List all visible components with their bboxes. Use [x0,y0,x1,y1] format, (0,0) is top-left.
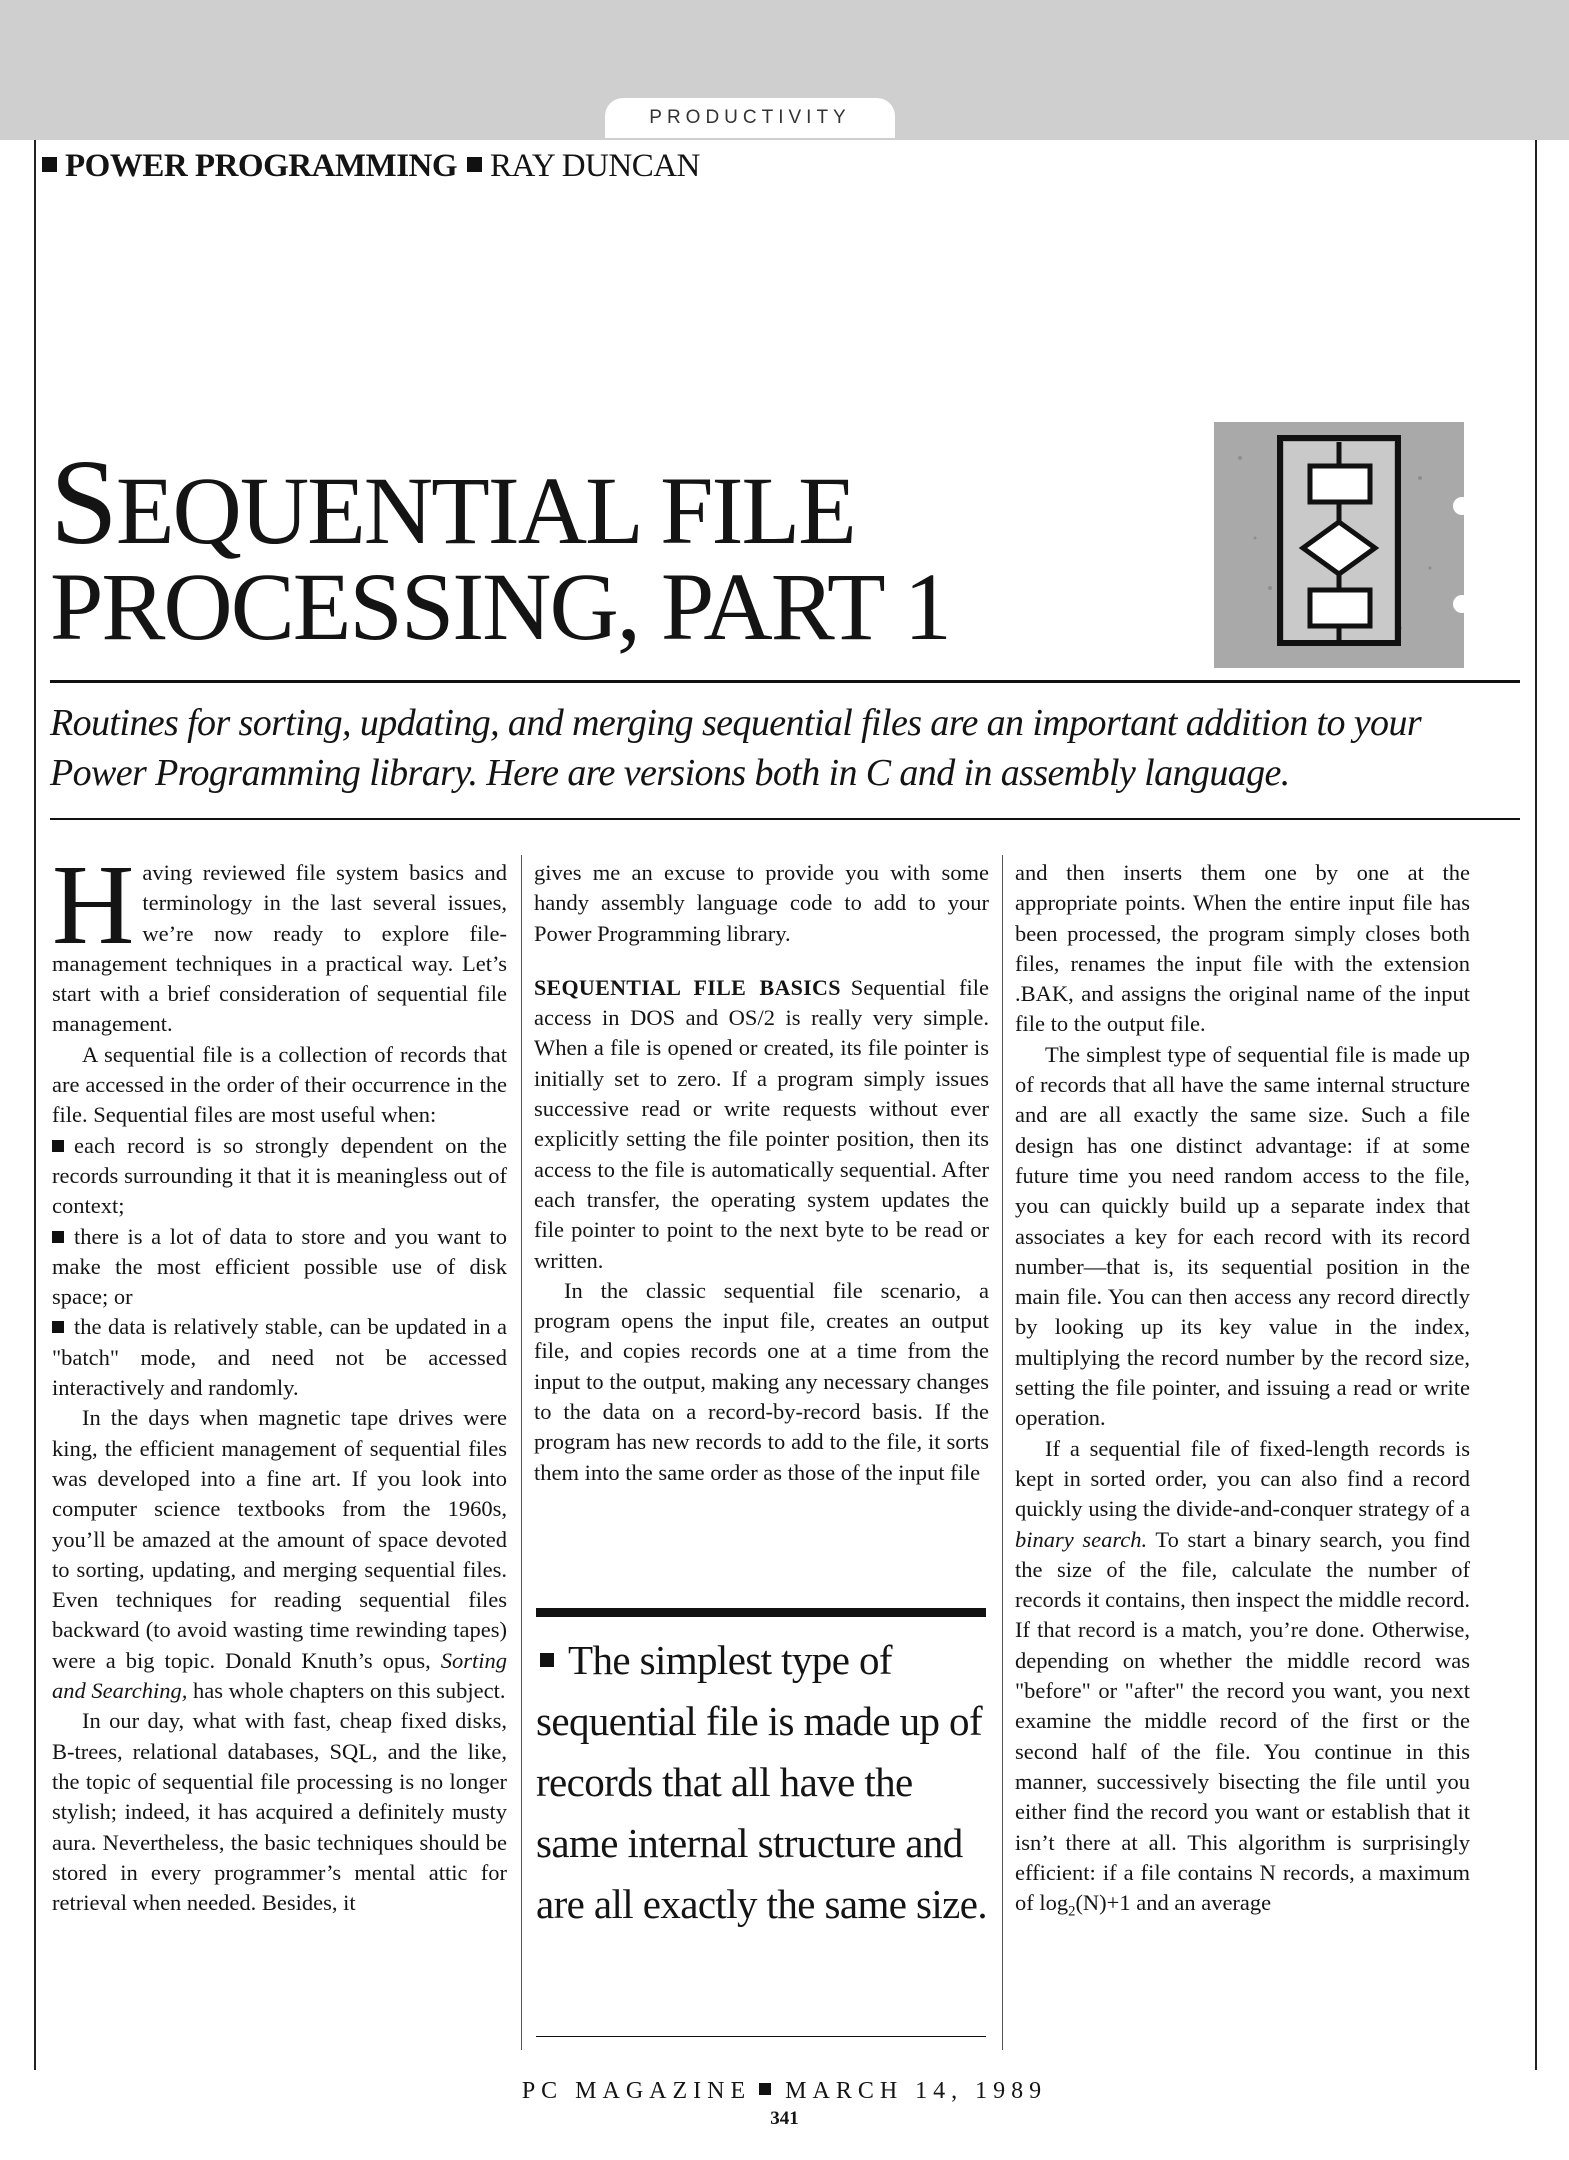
bullet-square-icon [759,2083,771,2095]
paragraph: SEQUENTIAL FILE BASICS Sequential file access in DOS and OS/2 is really very simple. When a file is opened or created, its file pointer is initially set to zero. If a program simply issues successive read or write requests without ever explicitly setting the file pointer position, then its access to the file is automatically sequential. After each transfer, the operating system updates the file pointer to point to the next byte to be read or written. [534,974,989,1273]
title-line-1: EQUENTIAL FILE [115,457,855,564]
page-footer [0,2078,1569,2105]
left-page-rule [34,140,36,2070]
paragraph-text: aving reviewed file system basics and terminology in the last several issues, we’re now ready to explore file-management techniques in a practical way. Let’s start with a brief consideration of sequential file management. [52,860,507,1037]
right-page-rule [1535,140,1537,2070]
body-column-3 [1015,858,1470,1918]
article-deck: Routines for sorting, updating, and merging sequential files are an important addition to your Power Programming library. Here are versions both in C and in assembly language. [50,702,1422,794]
bullet-list [52,1131,507,1404]
bullet-square-icon [467,157,482,172]
body-column-1 [52,841,507,1918]
bullet-square-icon [42,157,57,172]
pullquote-top-rule [536,1608,986,1617]
emphasized-term: binary search. [1015,1526,1148,1552]
deck-rule [50,818,1520,820]
paragraph [52,841,507,1040]
pullquote-bottom-rule [536,2036,986,2037]
column-divider [521,855,522,2050]
title-initial: S [50,435,116,570]
paragraph: The simplest type of sequential file is made up of records that all have the same internal structure and are all exactly the same size. Such a file design has one distinct advantage: if at some future time you need random access to the file, you can quickly build up a separate index that associates a key for each record with its record number—that is, its sequential position in the main file. You can then access any record directly by looking up its key value in the index, multiplying the record number by the record size, setting the file pointer, and issuing a read or write operation. [1015,1041,1470,1431]
section-subhead: SEQUENTIAL FILE BASICS [534,974,841,1000]
paragraph: and then inserts them one by one at the appropriate points. When the entire input file has been processed, the program simply closes both files, renames the input file with the extension .BAK, and assigns the original name of the input file to the output file. [1015,860,1470,1037]
book-title: Sorting and Searching, [52,1647,507,1704]
title-rule [50,680,1520,683]
column-kicker [42,148,700,185]
list-item: each record is so strongly dependent on the records surrounding it that it is meaningless out of context; [52,1131,507,1222]
magazine-name: PC MAGAZINE [521,2078,752,2104]
page-number: 341 [770,2108,799,2129]
column-divider [1002,855,1003,2050]
list-item: there is a lot of data to store and you want to make the most efficient possible use of disk space; or [52,1222,507,1313]
paragraph: If a sequential file of fixed-length records is kept in sorted order, you can also find a record quickly using the divide-and-conquer strategy of a binary search. To start a binary search, you find the size of the file, calculate the number of records it contains, then inspect the middle record. If that record is a match, you’re done. Otherwise, depending on whether the middle record was "before" or "after" the record you want, you next examine the middle record of the first or the second half of the file. You continue in this manner, successively bisecting the file until you either find the record you want or establish that it isn’t there at all. This algorithm is surprisingly efficient: if a file contains N records, a maximum of $\log_2(N)+1$ and an average [1015,1435,1470,1920]
drop-cap: H [52,841,135,968]
list-item: the data is relatively stable, can be updated in a "batch" mode, and need not be accessed interactively and randomly. [52,1312,507,1403]
paragraph: In the classic sequential file scenario, a program opens the input file, creates an output file, and copies records one at a time from the input to the output, making any necessary changes to the data on a record-by-record basis. If the program has new records to add to the file, it sorts them into the same order as those of the input file [534,1277,989,1485]
author-name: RAY DUNCAN [490,148,700,184]
column-name: POWER PROGRAMMING [65,148,458,184]
issue-date: MARCH 14, 1989 [785,2078,1048,2104]
body-column-2 [534,858,989,1488]
paragraph: gives me an excuse to provide you with some handy assembly language code to add to your Power Programming library. [534,860,989,946]
paragraph: In the days when magnetic tape drives were king, the efficient management of sequential files was developed into a fine art. If you look into computer science textbooks from the 1960s, you’ll be amazed at the amount of space devoted to sorting, updating, and merging sequential files. Even techniques for reading sequential files backward (to avoid wasting time rewinding tapes) were a big topic. Donald Knuth’s opus, Sorting and Searching, has whole chapters on this subject. [52,1405,507,1704]
bullet-square-icon [540,1653,554,1667]
article-title [50,435,950,660]
pull-quote: The simplest type of sequential file is made up of records that all have the same internal structure and are all exactly the same size. [536,1637,987,1927]
paragraph: A sequential file is a collection of records that are accessed in the order of their occurrence in the file. Sequential files are most useful when: [52,1041,507,1128]
paragraph: In our day, what with fast, cheap fixed disks, B-trees, relational databases, SQL, and the like, the topic of sequential file processing is no longer stylish; indeed, it has acquired a definitely musty aura. Nevertheless, the basic techniques should be stored in every programmer’s mental attic for retrieval when needed. Besides, it [52,1708,507,1916]
section-tab: PRODUCTIVITY [605,98,895,138]
flowchart-logo-icon [1210,418,1468,672]
title-line-2: PROCESSING, PART 1 [50,553,950,660]
